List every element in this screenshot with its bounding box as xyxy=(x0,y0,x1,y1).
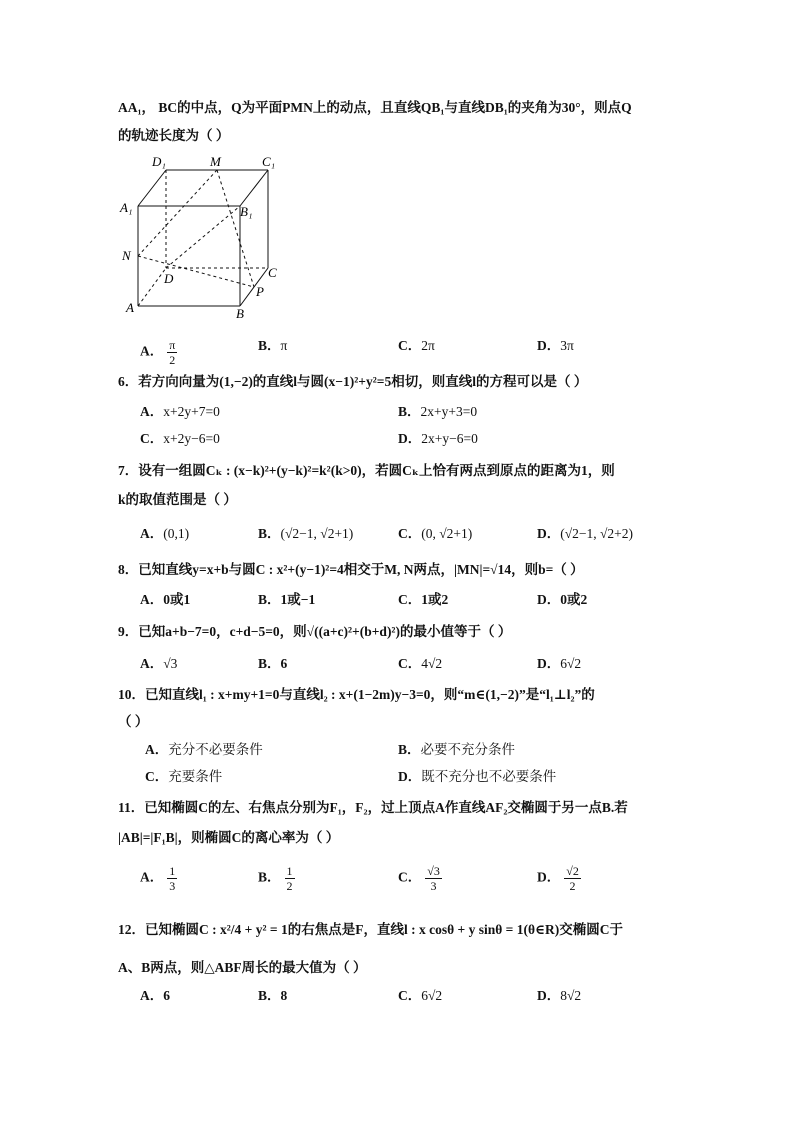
q12-option-b[interactable]: B．8 xyxy=(258,988,288,1003)
label-A1: A₁ xyxy=(120,200,133,215)
q12-option-d[interactable]: D．8√2 xyxy=(537,988,582,1003)
q7-option-b[interactable]: B．(√2−1, √2+1) xyxy=(258,526,354,541)
q5-option-d[interactable]: D．3π xyxy=(537,338,574,353)
q9-option-c[interactable]: C．4√2 xyxy=(398,656,443,671)
q10-option-a[interactable]: A．充分不必要条件 xyxy=(145,742,263,757)
q5-stem-line1: AA₁， BC的中点，Q为平面PMN上的动点，且直线QB₁与直线DB₁的夹角为30°，则点Q xyxy=(118,100,632,115)
q10-stem-line1: 10．已知直线l₁ : x+my+1=0与直线l₂ : x+(1−2m)y−3=0，则“m∈(1,−2)”是“l₁⊥l₂”的 xyxy=(118,687,595,702)
q8-option-b[interactable]: B．1或−1 xyxy=(258,592,316,607)
q7-option-d[interactable]: D．(√2−1, √2+2) xyxy=(537,526,634,541)
q12-stem-line1: 12．已知椭圆C : x²/4 + y² = 1的右焦点是F，直线l : x cosθ + y sinθ = 1(θ∈R)交椭圆C于 xyxy=(118,922,623,937)
q7-option-c[interactable]: C．(0, √2+1) xyxy=(398,526,473,541)
q9-option-b[interactable]: B．6 xyxy=(258,656,288,671)
label-M: M xyxy=(210,154,221,169)
label-P: P xyxy=(256,284,264,299)
label-C1: C₁ xyxy=(262,154,276,169)
q5-stem-line2: 的轨迹长度为（ ） xyxy=(118,128,230,143)
q7-stem-line2: k的取值范围是（ ） xyxy=(118,492,237,507)
q8-option-c[interactable]: C．1或2 xyxy=(398,592,449,607)
q8-option-a[interactable]: A．0或1 xyxy=(140,592,191,607)
q6-option-a[interactable]: A．x+2y+7=0 xyxy=(140,404,220,419)
q6-stem: 6．若方向向量为(1,−2)的直线l与圆(x−1)²+y²=5相切，则直线l的方程可以是（ ） xyxy=(118,374,588,389)
q5-option-c[interactable]: C．2π xyxy=(398,338,435,353)
q6-option-b[interactable]: B．2x+y+3=0 xyxy=(398,404,478,419)
cube-figure xyxy=(118,150,298,325)
q10-option-d[interactable]: D．既不充分也不必要条件 xyxy=(398,769,557,784)
q9-option-a[interactable]: A．√3 xyxy=(140,656,178,671)
label-N: N xyxy=(122,248,131,263)
q10-option-b[interactable]: B．必要不充分条件 xyxy=(398,742,516,757)
q11-option-a[interactable]: A． $\frac{1}{3}$ xyxy=(140,864,176,893)
q8-stem: 8．已知直线y=x+b与圆C : x²+(y−1)²=4相交于M, N两点，|MN|=√14，则b=（ ） xyxy=(118,562,584,577)
q8-option-d[interactable]: D．0或2 xyxy=(537,592,588,607)
q11-stem-line1: 11．已知椭圆C的左、右焦点分别为F₁，F₂，过上顶点A作直线AF₂交椭圆于另一点B.若 xyxy=(118,800,628,815)
q7-option-a[interactable]: A．(0,1) xyxy=(140,526,190,541)
q9-stem: 9．已知a+b−7=0，c+d−5=0，则√((a+c)²+(b+d)²)的最小值等于（ ） xyxy=(118,624,512,639)
q9-option-d[interactable]: D．6√2 xyxy=(537,656,582,671)
q7-stem-line1: 7．设有一组圆Cₖ : (x−k)²+(y−k)²=k²(k>0)，若圆Cₖ上恰有两点到原点的距离为1，则 xyxy=(118,463,615,478)
label-D1: D₁ xyxy=(152,154,166,169)
label-A: A xyxy=(126,300,134,315)
q11-option-d[interactable]: D． $\frac{√2}{2}$ xyxy=(537,864,579,893)
q12-stem-line2: A、B两点，则△ABF周长的最大值为（ ） xyxy=(118,960,367,975)
label-B: B xyxy=(236,306,244,320)
q11-stem-line2: |AB|=|F₁B|，则椭圆C的离心率为（ ） xyxy=(118,830,340,845)
label-C: C xyxy=(268,265,277,280)
q10-option-c[interactable]: C．充要条件 xyxy=(145,769,223,784)
label-D: D xyxy=(164,271,174,286)
q6-option-d[interactable]: D．2x+y−6=0 xyxy=(398,431,478,446)
q11-option-c[interactable]: C． $\frac{√3}{3}$ xyxy=(398,864,440,893)
q12-option-a[interactable]: A．6 xyxy=(140,988,170,1003)
q5-option-b[interactable]: B．π xyxy=(258,338,288,353)
q5-option-a[interactable]: A． $\frac{\pi}{2}$ xyxy=(140,338,176,367)
q11-option-b[interactable]: B． $\frac{1}{2}$ xyxy=(258,864,293,893)
q12-option-c[interactable]: C．6√2 xyxy=(398,988,443,1003)
q10-stem-line2: （ ） xyxy=(118,714,149,729)
q6-option-c[interactable]: C．x+2y−6=0 xyxy=(140,431,220,446)
label-B1: B₁ xyxy=(240,204,253,219)
